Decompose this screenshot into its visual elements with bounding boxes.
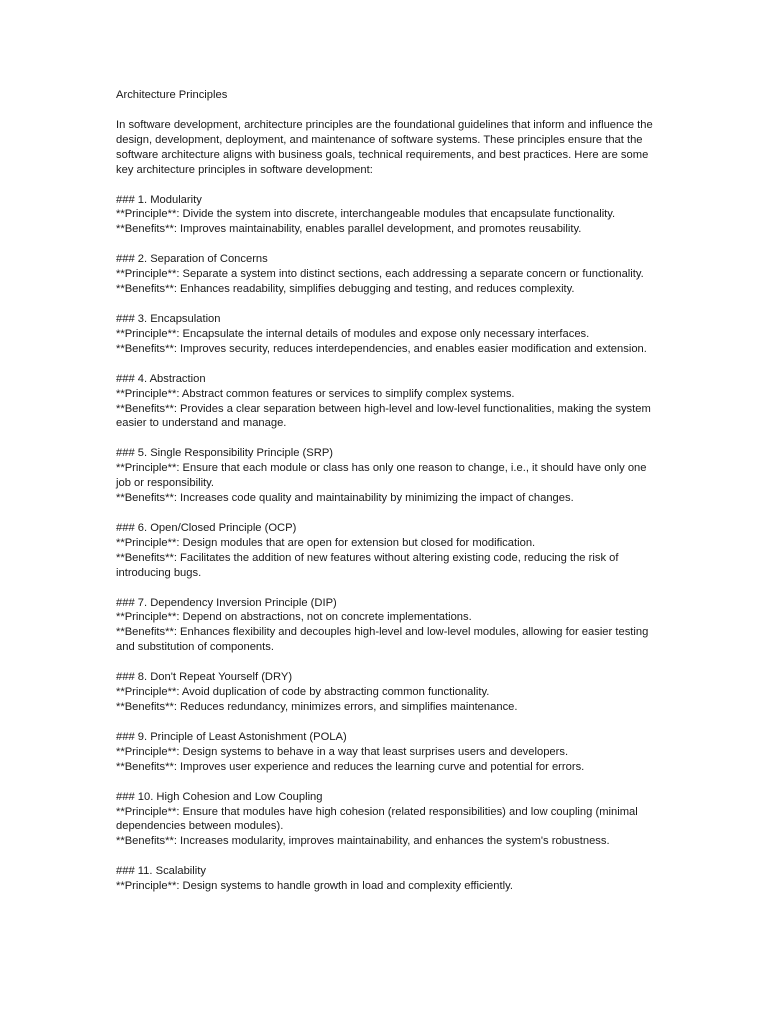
section-principle: **Principle**: Abstract common features or services to simplify complex systems. bbox=[116, 387, 515, 400]
intro-paragraph: In software development, architecture principles are the foundational guidelines that inform and influence the design, development, deployment, and maintenance of software systems. These principles ensure that the software architecture aligns with business goals, technical requirements, and best practices. Here are some key architecture principles in software development: bbox=[116, 118, 653, 176]
section-heading: ### 7. Dependency Inversion Principle (DIP) bbox=[116, 596, 337, 609]
section-dry bbox=[116, 670, 656, 715]
section-principle: **Principle**: Ensure that modules have high cohesion (related responsibilities) and low coupling (minimal dependencies between modules). bbox=[116, 805, 638, 833]
section-ocp bbox=[116, 521, 656, 581]
section-pola bbox=[116, 730, 656, 775]
section-benefits: **Benefits**: Enhances readability, simplifies debugging and testing, and reduces complexity. bbox=[116, 283, 575, 296]
document-body bbox=[116, 88, 656, 894]
section-benefits: **Benefits**: Increases code quality and maintainability by minimizing the impact of changes. bbox=[116, 492, 574, 505]
section-abstraction bbox=[116, 372, 656, 432]
section-principle: **Principle**: Design systems to handle growth in load and complexity efficiently. bbox=[116, 880, 513, 893]
section-heading: ### 5. Single Responsibility Principle (SRP) bbox=[116, 447, 334, 460]
section-principle: **Principle**: Ensure that each module or class has only one reason to change, i.e., it should have only one job or responsibility. bbox=[116, 462, 647, 490]
section-principle: **Principle**: Separate a system into distinct sections, each addressing a separate concern or functionality. bbox=[116, 268, 644, 281]
section-principle: **Principle**: Depend on abstractions, not on concrete implementations. bbox=[116, 611, 472, 624]
section-principle: **Principle**: Design systems to behave in a way that least surprises users and developers. bbox=[116, 745, 569, 758]
section-benefits: **Benefits**: Provides a clear separation between high-level and low-level functionalities, making the system easier to understand and manage. bbox=[116, 402, 651, 430]
section-principle: **Principle**: Divide the system into discrete, interchangeable modules that encapsulate functionality. bbox=[116, 208, 616, 221]
document-title: Architecture Principles bbox=[116, 89, 228, 101]
section-benefits: **Benefits**: Improves user experience and reduces the learning curve and potential for errors. bbox=[116, 760, 585, 773]
section-dip bbox=[116, 596, 656, 656]
section-heading: ### 11. Scalability bbox=[116, 865, 206, 878]
section-scalability bbox=[116, 864, 656, 894]
section-cohesion-coupling bbox=[116, 790, 656, 850]
section-benefits: **Benefits**: Improves maintainability, enables parallel development, and promotes reusability. bbox=[116, 223, 582, 236]
section-heading: ### 6. Open/Closed Principle (OCP) bbox=[116, 521, 297, 534]
section-srp bbox=[116, 446, 656, 506]
section-heading: ### 8. Don't Repeat Yourself (DRY) bbox=[116, 671, 293, 684]
section-encapsulation bbox=[116, 312, 656, 357]
section-benefits: **Benefits**: Facilitates the addition of new features without altering existing code, reducing the risk of introducing bugs. bbox=[116, 551, 619, 579]
section-benefits: **Benefits**: Enhances flexibility and decouples high-level and low-level modules, allowing for easier testing and substitution of components. bbox=[116, 626, 649, 654]
section-heading: ### 10. High Cohesion and Low Coupling bbox=[116, 790, 323, 803]
section-heading: ### 3. Encapsulation bbox=[116, 312, 221, 325]
section-benefits: **Benefits**: Improves security, reduces interdependencies, and enables easier modification and extension. bbox=[116, 342, 647, 355]
section-benefits: **Benefits**: Increases modularity, improves maintainability, and enhances the system's robustness. bbox=[116, 835, 610, 848]
section-heading: ### 2. Separation of Concerns bbox=[116, 253, 268, 266]
section-heading: ### 4. Abstraction bbox=[116, 372, 206, 385]
section-heading: ### 9. Principle of Least Astonishment (POLA) bbox=[116, 730, 347, 743]
section-principle: **Principle**: Encapsulate the internal details of modules and expose only necessary interfaces. bbox=[116, 327, 590, 340]
section-modularity bbox=[116, 193, 656, 238]
section-separation-of-concerns bbox=[116, 252, 656, 297]
section-principle: **Principle**: Avoid duplication of code by abstracting common functionality. bbox=[116, 686, 490, 699]
section-principle: **Principle**: Design modules that are open for extension but closed for modification. bbox=[116, 536, 536, 549]
section-benefits: **Benefits**: Reduces redundancy, minimizes errors, and simplifies maintenance. bbox=[116, 701, 518, 713]
section-heading: ### 1. Modularity bbox=[116, 193, 202, 206]
